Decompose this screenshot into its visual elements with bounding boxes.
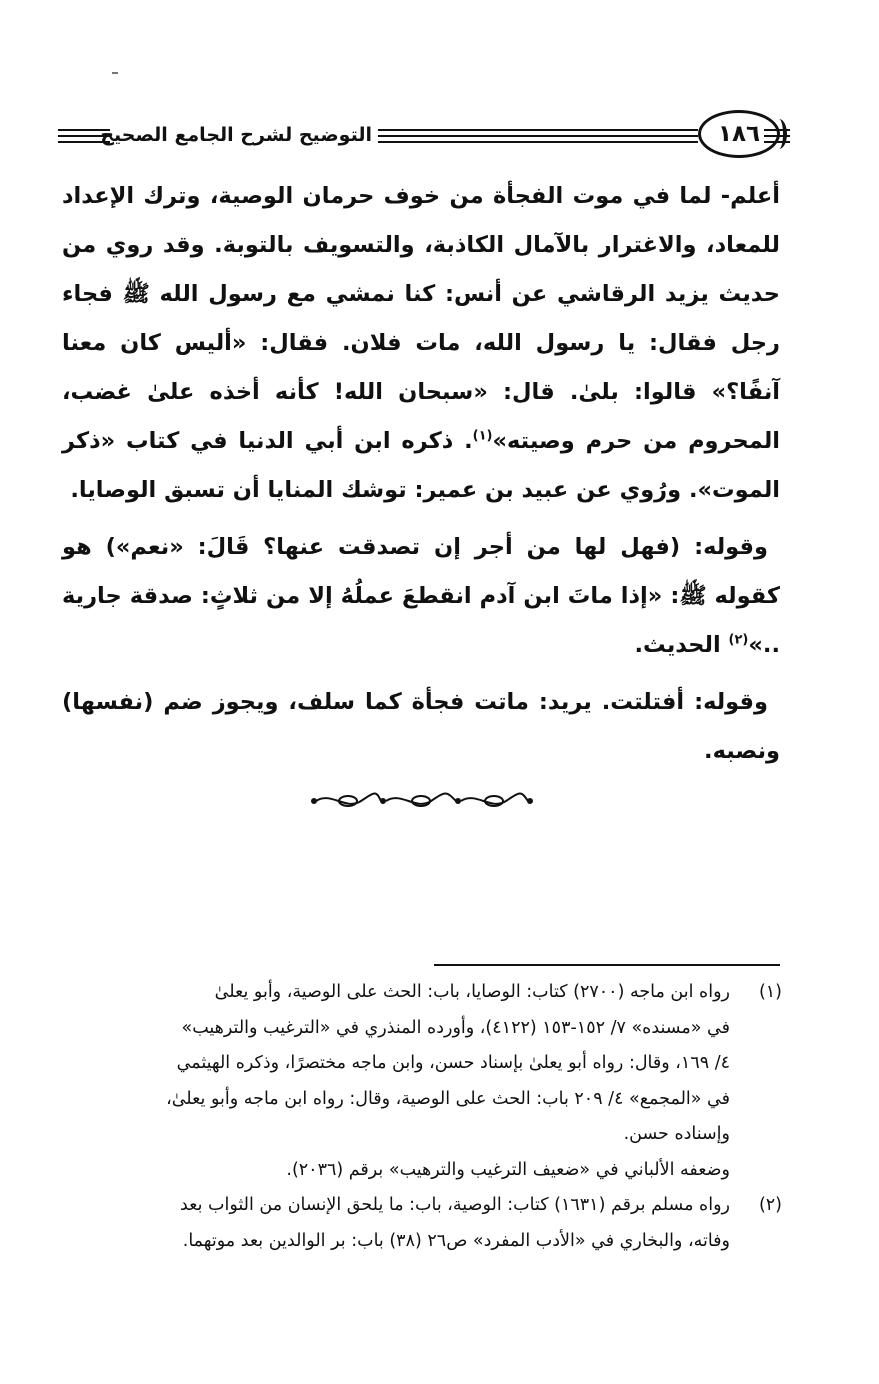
running-title: التوضيح لشرح الجامع الصحيح bbox=[100, 124, 372, 146]
footnote-number: (١) bbox=[758, 982, 782, 1002]
paragraph-3-text: وقوله: أفتلتت. يريد: ماتت فجأة كما سلف، ويجوز ضم (نفسها) ونصبه. bbox=[62, 689, 780, 764]
page-header bbox=[58, 110, 790, 166]
footnote-line: في «مسنده» ٧/ ١٥٢-١٥٣ (٤١٢٢)، وأورده المنذري في «الترغيب والترهيب» bbox=[181, 1017, 730, 1038]
paragraph-2-text: وقوله: (فهل لها من أجر إن تصدقت عنها؟ قَالَ: «نعم») هو كقوله ﷺ: «إذا ماتَ ابن آدم انقطعَ عملُهُ إلا من ثلاثٍ: صدقة جارية ..» bbox=[62, 534, 780, 658]
scan-mark bbox=[112, 72, 118, 74]
main-text bbox=[62, 172, 780, 784]
header-rule-middle bbox=[378, 129, 698, 145]
paragraph-3 bbox=[62, 678, 780, 776]
footnote-number: (٢) bbox=[758, 1195, 782, 1215]
paragraph-2 bbox=[62, 523, 780, 670]
paragraph-2-tail: الحديث. bbox=[634, 632, 729, 658]
footnote-line: في «المجمع» ٤/ ٢٠٩ باب: الحث على الوصية، وقال: رواه ابن ماجه وأبو يعلىٰ، bbox=[166, 1088, 730, 1109]
paragraph-1 bbox=[62, 172, 780, 515]
footnote-line: وضعفه الألباني في «ضعيف الترغيب والترهيب» برقم (٢٠٣٦). bbox=[286, 1159, 730, 1180]
footnotes bbox=[60, 975, 782, 1259]
section-ornament-icon bbox=[306, 786, 536, 816]
footnote-2 bbox=[60, 1188, 782, 1259]
footnote-line: ٤/ ١٦٩، وقال: رواه أبو يعلىٰ بإسناد حسن، وابن ماجه مختصرًا، وذكره الهيثمي bbox=[176, 1053, 730, 1073]
header-rule-right bbox=[764, 129, 790, 145]
footnote-text bbox=[60, 975, 730, 1188]
footnote-line: وفاته، والبخاري في «الأدب المفرد» ص٢٦ (٣٨) باب: بر الوالدين بعد موتهما. bbox=[182, 1230, 730, 1251]
footnote-line: رواه ابن ماجه (٢٧٠٠) كتاب: الوصايا، باب: الحث على الوصية، وأبو يعلىٰ bbox=[214, 982, 730, 1002]
footnote-text bbox=[60, 1188, 730, 1259]
footnote-line: رواه مسلم برقم (١٦٣١) كتاب: الوصية، باب: ما يلحق الإنسان من الثواب بعد bbox=[179, 1195, 730, 1215]
paragraph-1-tail: . ذكره ابن أبي الدنيا في كتاب «ذكر الموت». ورُوي عن عبيد بن عمير: توشك المنايا أن تسبق الوصايا. bbox=[62, 428, 780, 503]
footnote-separator bbox=[434, 964, 780, 966]
footnote-line: وإسناده حسن. bbox=[623, 1124, 730, 1144]
footnote-ref-1: (١) bbox=[472, 428, 493, 444]
paragraph-1-text: أعلم- لما في موت الفجأة من خوف حرمان الوصية، وترك الإعداد للمعاد، والاغترار بالآمال الكاذبة، والتسويف بالتوبة. وقد روي من حديث يزيد الرقاشي عن أنس: كنا نمشي مع رسول الله ﷺ فجاء رجل فقال: يا رسول الله، مات فلان. فقال: «أليس كان معنا آنفًا؟» قالوا: بلىٰ. قال: «سبحان الله! كأنه أخذه علىٰ غضب، المحروم من حرم وصيته» bbox=[62, 183, 781, 454]
footnote-1 bbox=[60, 975, 782, 1188]
footnote-ref-2: (٢) bbox=[728, 632, 749, 648]
page-number: ١٨٦ bbox=[698, 110, 780, 158]
